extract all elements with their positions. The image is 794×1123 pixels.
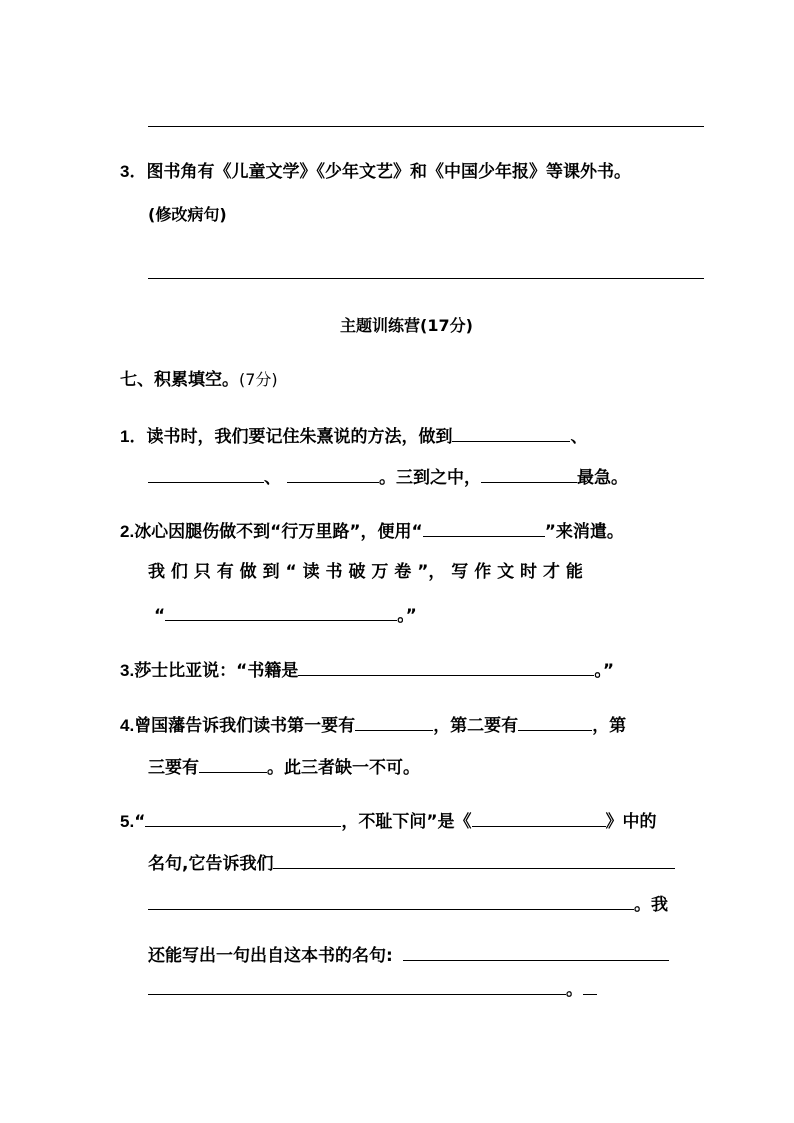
item-5-line-4: 还能写出一句出自这本书的名句: bbox=[148, 942, 669, 968]
fill-blank[interactable] bbox=[287, 464, 379, 483]
fill-blank[interactable] bbox=[298, 657, 594, 676]
fill-blank[interactable] bbox=[583, 976, 597, 995]
item-3: 3.莎士比亚说：“书籍是 。” bbox=[120, 657, 614, 683]
fill-blank[interactable] bbox=[423, 518, 545, 537]
fill-blank[interactable] bbox=[165, 602, 397, 621]
item-4-line-1: 4.曾国藩告诉我们读书第一要有 ，第二要有 ，第 bbox=[120, 712, 626, 738]
answer-line[interactable] bbox=[148, 126, 704, 127]
question-3 bbox=[120, 160, 631, 184]
item-2-line-2: 我 们 只 有 做 到 “ 读 书 破 万 卷 ”， 写 作 文 时 才 能 bbox=[148, 562, 583, 582]
question-number: 3． bbox=[120, 162, 147, 181]
section-7-heading: 七、积累填空。(7分) bbox=[120, 370, 278, 390]
item-5-line-1: 5.“ ，不耻下问”是《 》中的 bbox=[120, 808, 657, 834]
item-5-line-2: 名句,它告诉我们 bbox=[148, 850, 675, 876]
item-1-line-1: 1．读书时，我们要记住朱熹说的方法，做到 、 bbox=[120, 423, 587, 449]
item-2-line-3: “ 。” bbox=[154, 602, 417, 628]
fill-blank[interactable] bbox=[148, 891, 634, 910]
question-text: 图书角有《儿童文学》《少年文艺》和《中国少年报》等课外书。 bbox=[146, 162, 631, 182]
fill-blank[interactable] bbox=[452, 423, 570, 442]
question-3-note: (修改病句) bbox=[148, 205, 227, 224]
item-2-line-1: 2.冰心因腿伤做不到“行万里路”，便用“ ”来消遣。 bbox=[120, 518, 624, 544]
fill-blank[interactable] bbox=[518, 712, 592, 731]
item-5-line-3: 。我 bbox=[148, 891, 668, 917]
item-4-line-2: 三要有 。此三者缺一不可。 bbox=[148, 754, 420, 780]
fill-blank[interactable] bbox=[273, 850, 675, 869]
fill-blank[interactable] bbox=[403, 942, 669, 961]
section-title: 主题训练营(17分) bbox=[340, 316, 473, 335]
item-5-line-5: 。 bbox=[148, 976, 597, 1002]
fill-blank[interactable] bbox=[481, 464, 577, 483]
fill-blank[interactable] bbox=[199, 754, 267, 773]
answer-line[interactable] bbox=[148, 278, 704, 279]
fill-blank[interactable] bbox=[355, 712, 433, 731]
item-1-line-2: 、 。三到之中， 最急。 bbox=[148, 464, 628, 490]
fill-blank[interactable] bbox=[148, 464, 264, 483]
fill-blank[interactable] bbox=[148, 976, 566, 995]
fill-blank[interactable] bbox=[472, 808, 606, 827]
fill-blank[interactable] bbox=[145, 808, 341, 827]
